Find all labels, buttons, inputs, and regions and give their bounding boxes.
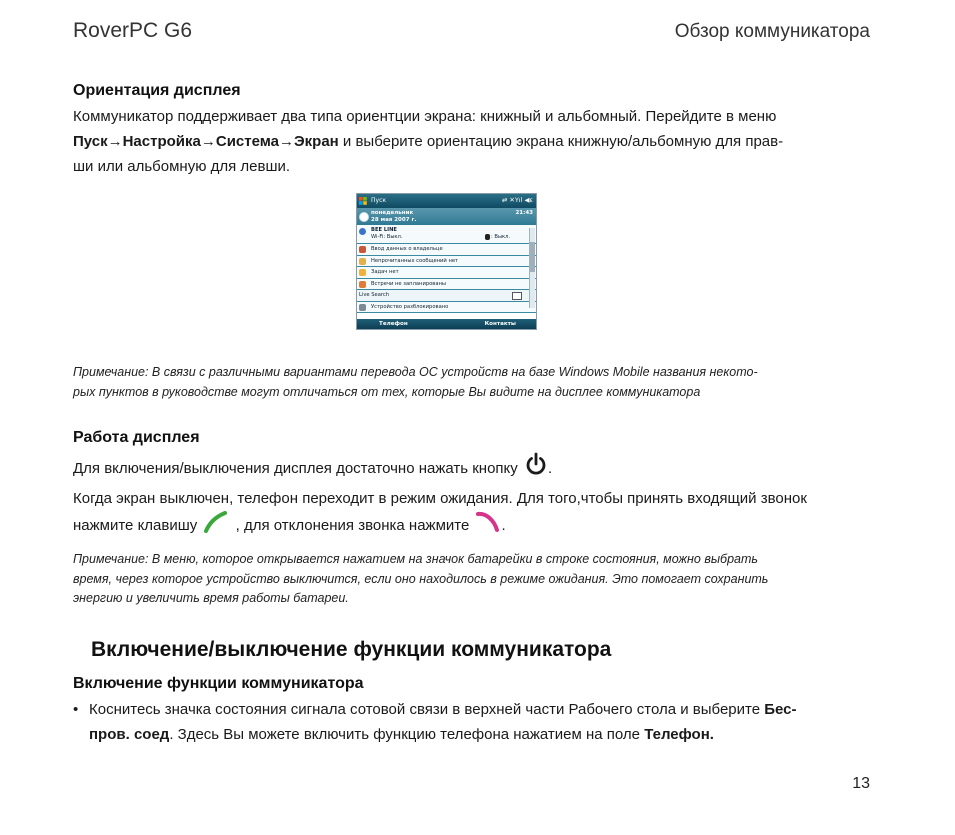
paragraph-line	[73, 129, 873, 154]
scroll-thumb	[530, 242, 535, 272]
paragraph-line	[73, 697, 883, 722]
note-line: рых пунктов в руководстве могут отличаться от тех, которые Вы видите на дисплее коммуникатора	[73, 384, 701, 399]
messages-label: Непрочитанных сообщений нет	[371, 257, 459, 264]
paragraph-line: Коммуникатор поддерживает два типа ориентции экрана: книжный и альбомный. Перейдите в меню	[73, 108, 777, 125]
section-display-text	[73, 452, 883, 541]
paragraph-line	[73, 722, 883, 747]
note-line: Примечание: В связи с различными вариантами перевода ОС устройств на базе Windows Mobile названия некото-	[73, 365, 758, 379]
search-go-icon	[512, 292, 522, 300]
device-today-screenshot	[356, 193, 537, 330]
note-line: время, через которое устройство выключится, если оно находилось в режиме ожидания. Это помогает сохранить	[73, 571, 769, 586]
call-icon	[203, 511, 229, 541]
phone-tasks-row	[357, 267, 536, 279]
wifi-label: Wi-Fi: Выкл.	[371, 234, 403, 240]
softkey-right: Контакты	[484, 321, 516, 327]
time-label: 21:43	[515, 210, 533, 216]
tasks-label: Задач нет	[371, 269, 399, 275]
bullet-item	[73, 697, 883, 747]
paragraph-line: ши или альбомную для левши.	[73, 158, 291, 175]
phone-scrollbar	[529, 228, 535, 308]
paragraph-line	[73, 452, 883, 486]
day-label: понедельник	[371, 210, 414, 216]
section-communicator-subtitle: Включение функции коммуникатора	[73, 675, 364, 692]
start-label: Пуск	[371, 197, 386, 204]
owner-icon	[359, 246, 366, 253]
phone-device-row	[357, 302, 536, 314]
phone-softkey-bar	[357, 319, 536, 329]
bold-text: Телефон.	[644, 726, 714, 743]
paragraph-text: Коснитесь значка состояния сигнала сотовой связи в верхней части Рабочего стола и выберите	[89, 701, 765, 718]
phone-messages-row	[357, 256, 536, 268]
paragraph-line	[73, 511, 883, 541]
section-communicator-title: Включение/выключение функции коммуникатора	[91, 638, 612, 661]
section-display-title: Работа дисплея	[73, 429, 200, 446]
section-orientation-title: Ориентация дисплея	[73, 82, 241, 99]
softkey-left: Телефон	[379, 321, 408, 327]
phone-owner-row	[357, 244, 536, 256]
paragraph-text: , для отклонения звонка нажмите	[235, 516, 470, 534]
bold-text: пров. соед	[89, 726, 170, 743]
clock-icon	[359, 212, 369, 222]
bluetooth-icon	[485, 234, 490, 240]
phone-date-row	[357, 208, 536, 225]
phone-operator-row	[357, 225, 536, 244]
windows-start-icon	[359, 197, 367, 205]
bold-text: Бес-	[764, 701, 797, 718]
note-battery	[73, 550, 883, 609]
doc-header-section: Обзор коммуникатора	[674, 21, 870, 42]
bluetooth-label: : Выкл.	[491, 234, 511, 240]
owner-label: Ввод данных о владельце	[371, 246, 443, 252]
note-translation	[73, 363, 873, 402]
end-call-icon	[475, 511, 501, 541]
power-icon	[524, 452, 548, 486]
paragraph-text: .	[501, 516, 506, 534]
paragraph-text: . Здесь Вы можете включить функцию телефона нажатием на поле	[169, 726, 645, 743]
paragraph-line: Когда экран выключен, телефон переходит в режим ожидания. Для того,чтобы принять входящий звонок	[73, 490, 807, 507]
phone-calendar-row	[357, 279, 536, 291]
note-line: Примечание: В меню, которое открывается нажатием на значок батарейки в строке состояния, можно выбрать	[73, 552, 758, 566]
paragraph-text: .	[547, 459, 553, 477]
tasks-icon	[359, 269, 366, 276]
signal-icon	[359, 228, 366, 235]
device-label: Устройство разблокировано	[371, 303, 449, 310]
paragraph-text: Для включения/выключения дисплея достаточно нажать кнопку	[73, 459, 518, 477]
phone-search-row	[357, 290, 536, 302]
paragraph-text: нажмите клавишу	[73, 516, 198, 534]
live-search-label: Live Search	[359, 292, 390, 298]
calendar-icon	[359, 281, 366, 288]
date-label: 28 мая 2007 г.	[371, 217, 417, 223]
section-orientation-text	[73, 104, 873, 179]
calendar-label: Встречи не запланированы	[371, 280, 447, 287]
operator-label: BEE LINE	[371, 227, 397, 233]
bullet-mark: •	[73, 701, 79, 718]
doc-header-title: RoverPC G6	[73, 19, 193, 42]
paragraph-text: и выберите ориентацию экрана книжную/альбомную для прав-	[338, 133, 784, 150]
menu-path: Пуск→Настройка→Система→Экран	[73, 133, 339, 150]
note-line: энергию и увеличить время работы батареи.	[73, 591, 349, 605]
status-icons: ⇄ ✕Yıl ◀ε	[501, 196, 533, 204]
lock-icon	[359, 304, 366, 311]
envelope-icon	[359, 258, 366, 265]
phone-title-bar	[357, 194, 536, 208]
page-number: 13	[852, 775, 870, 792]
